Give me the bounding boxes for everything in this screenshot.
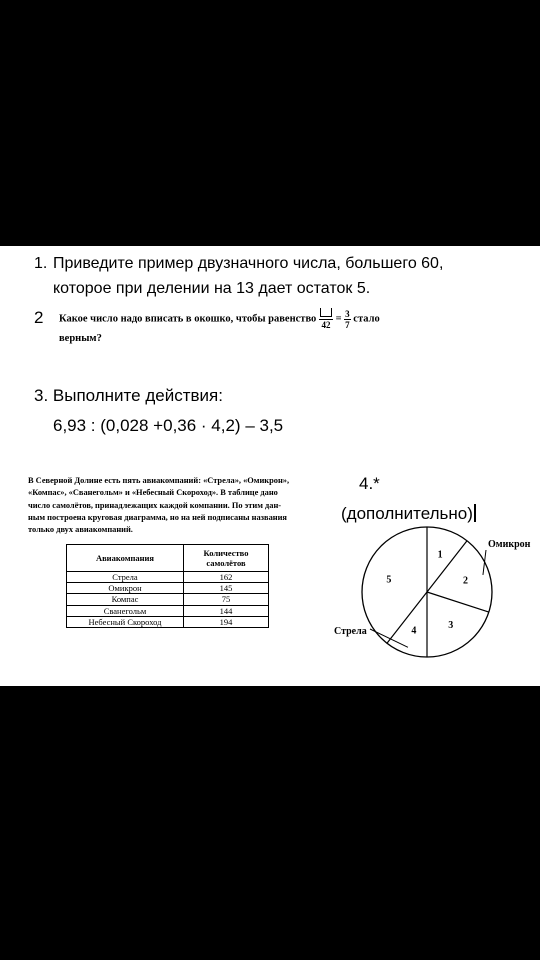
fraction-three-sevenths [344, 309, 351, 330]
equals-sign: = [335, 313, 342, 325]
task2-number: 2 [34, 308, 44, 327]
cell-airline: Небесный Скороход [67, 616, 184, 627]
header-count: Количество самолётов [184, 545, 269, 572]
task2-text-after: стало [353, 313, 380, 325]
task4-note [341, 504, 476, 524]
task1-line2: которое при делении на 13 дает остаток 5. [53, 280, 371, 297]
pie-slice-divider [427, 541, 467, 592]
table-row [67, 605, 269, 616]
paragraph-line: число самолётов, принадлежащих каждой компании. По этим дан- [28, 500, 282, 510]
header-airline: Авиакомпания [67, 545, 184, 572]
task4-question: Какой авиакомпании соответствует сектор 3? [276, 692, 484, 703]
paragraph-line: только двух авиакомпаний. [28, 525, 133, 535]
fraction-blank [319, 308, 333, 330]
task4-paragraph [28, 475, 336, 536]
pie-slice-label: 1 [437, 549, 443, 561]
callout-label: Стрела [334, 626, 367, 637]
task1-line1: Приведите пример двузначного числа, большего 60, [53, 255, 444, 272]
table-header-row [67, 545, 269, 572]
task2-line1 [59, 308, 380, 330]
task4-note-text: (дополнительно) [341, 504, 473, 523]
task2-text-before: Какое число надо вписать в окошко, чтобы равенство [59, 313, 317, 325]
cell-count: 162 [184, 572, 269, 583]
task1-number: 1. [34, 255, 48, 272]
table-row [67, 572, 269, 583]
fraction-denominator: 7 [345, 319, 350, 330]
text-cursor [474, 504, 476, 522]
pie-slice-divider [387, 592, 427, 643]
paragraph-line: ным построена круговая диаграмма, но на ней подписаны названия [28, 512, 287, 522]
worksheet-page [0, 246, 540, 703]
table-row [67, 616, 269, 627]
pie-slice-label: 4 [411, 625, 417, 637]
cell-count: 75 [184, 594, 269, 605]
task3-expression: 6,93 : (0,028 +0,36 · 4,2) – 3,5 [53, 416, 284, 435]
pie-chart [300, 526, 540, 676]
cell-count: 145 [184, 583, 269, 594]
cell-airline: Омикрон [67, 583, 184, 594]
paragraph-line: «Компас», «Сванегольм» и «Небесный Скороход». В таблице дано [28, 488, 278, 498]
task2-line2: верным? [59, 333, 102, 344]
pie-slice-label: 5 [386, 574, 392, 586]
fraction-blank-denominator: 42 [321, 320, 331, 330]
task4-label: 4.* [359, 474, 380, 493]
cell-count: 144 [184, 605, 269, 616]
table-row [67, 583, 269, 594]
table-row [67, 594, 269, 605]
cell-airline: Сванегольм [67, 605, 184, 616]
cell-airline: Компас [67, 594, 184, 605]
blank-box [320, 308, 332, 317]
airlines-table [66, 544, 269, 628]
pie-slice-label: 3 [448, 620, 454, 632]
pie-slice-label: 2 [463, 575, 469, 587]
paragraph-line: В Северной Долине есть пять авиакомпаний: «Стрела», «Омикрон», [28, 476, 290, 485]
callout-label: Омикрон [488, 539, 531, 550]
cell-airline: Стрела [67, 572, 184, 583]
pie-slice-divider [427, 592, 489, 612]
fraction-numerator: 3 [345, 308, 350, 319]
cell-count: 194 [184, 616, 269, 627]
task3-heading: 3. Выполните действия: [34, 386, 223, 405]
